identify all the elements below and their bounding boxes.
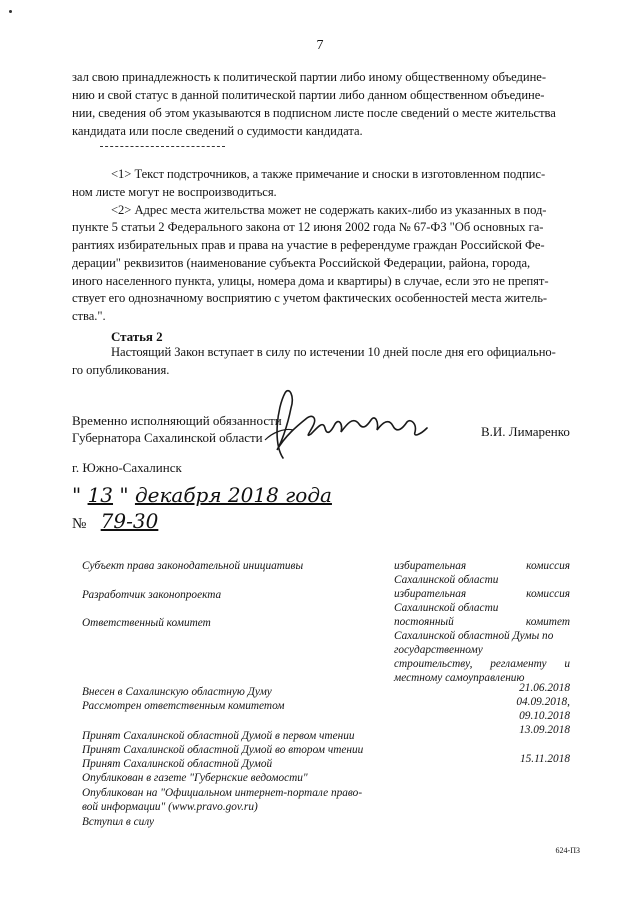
initiative-value: Сахалинской области <box>394 574 499 586</box>
value-word: регламенту <box>490 658 547 670</box>
signatory-role: Временно исполняющий обязанности <box>72 413 282 428</box>
signatory-name: В.И. Лимаренко <box>481 424 570 439</box>
handwritten-number <box>72 509 158 533</box>
published-portal-label: вой информации" (www.pravo.gov.ru) <box>82 801 258 813</box>
developer-label: Разработчик законопроекта <box>82 589 222 601</box>
effective-label: Вступил в силу <box>82 816 155 828</box>
value-word: комиссия <box>526 560 570 572</box>
footnote-line: <1> Текст подстрочников, а также примечание и сноски в изготовленном подпис- <box>111 167 546 181</box>
date-open-quote: " <box>72 483 82 507</box>
reviewed-date: 04.09.2018, <box>516 696 570 708</box>
body-line: кандидата или после сведений о судимости кандидата. <box>72 124 363 138</box>
committee-label: Ответственный комитет <box>82 617 211 629</box>
first-reading-date: 13.09.2018 <box>519 724 570 736</box>
footnote-line: пункте 5 статьи 2 Федерального закона от 12 июня 2002 года № 67-ФЗ "Об основных га- <box>72 220 544 234</box>
footnote-line: <2> Адрес места жительства может не содержать каких-либо из указанных в под- <box>111 203 547 217</box>
document-code: 624-ПЗ <box>555 846 580 855</box>
footnote-line: рантиях избирательных прав и права на участие в референдуме граждан Российской Фе- <box>72 238 545 252</box>
committee-value: местному самоуправлению <box>394 672 525 684</box>
committee-value: Сахалинской областной Думы по <box>394 630 554 642</box>
body-line: зал свою принадлежность к политической партии либо иному общественному объедине- <box>72 70 546 84</box>
law-number: 79-30 <box>100 509 159 533</box>
committee-value <box>394 616 570 628</box>
first-reading-label: Принят Сахалинской областной Думой в первом чтении <box>82 730 355 742</box>
introduced-label: Внесен в Сахалинскую областную Думу <box>82 686 272 698</box>
number-sign: № <box>72 516 87 532</box>
value-word: комитет <box>525 616 570 628</box>
body-line: нию и свой статус в данной политической партии либо данном общественном объедине- <box>72 88 545 102</box>
page-number: 7 <box>316 38 324 53</box>
place-of-signing: г. Южно-Сахалинск <box>72 460 182 475</box>
developer-value <box>394 588 570 600</box>
adopted-date: 15.11.2018 <box>520 753 570 765</box>
reviewed-date: 09.10.2018 <box>519 710 570 722</box>
article-heading: Статья 2 <box>111 329 163 344</box>
published-newspaper-label: Опубликован в газете "Губернские ведомости" <box>82 772 308 784</box>
footnote-line: иного населенного пункта, улицы, номера дома и квартиры) в случае, если это не препят- <box>72 274 549 288</box>
article-line: Настоящий Закон вступает в силу по истечении 10 дней после дня его официально- <box>111 345 556 359</box>
footnote-separator <box>100 146 225 147</box>
value-word: избирательная <box>394 588 467 600</box>
handwritten-date <box>72 483 332 507</box>
value-word: строительству, <box>394 658 473 670</box>
committee-value <box>394 658 570 670</box>
scan-dot <box>9 10 12 13</box>
value-word: комиссия <box>526 588 570 600</box>
signatory-role: Губернатора Сахалинской области <box>72 430 263 445</box>
handwritten-signature <box>255 388 435 463</box>
committee-value: государственному <box>394 644 483 656</box>
initiative-label: Субъект права законодательной инициативы <box>82 560 304 572</box>
value-word: и <box>564 658 570 670</box>
value-word: избирательная <box>394 560 467 572</box>
value-word: постоянный <box>394 616 454 628</box>
footnote-line: ном листе могут не воспроизводиться. <box>72 185 277 199</box>
footnote-line: ства.". <box>72 309 106 323</box>
published-portal-label: Опубликован на "Официальном интернет-портале право- <box>82 787 363 799</box>
footnote-line: дерации" реквизитов (наименование субъекта Российской Федерации, района, города, <box>72 256 531 270</box>
developer-value: Сахалинской области <box>394 602 499 614</box>
introduced-date: 21.06.2018 <box>519 682 570 694</box>
date-rest: декабря 2018 года <box>134 483 332 507</box>
initiative-value <box>394 560 570 572</box>
date-day: 13 <box>87 483 114 507</box>
body-line: нии, сведения об этом указываются в подписном листе после сведений о месте жительства <box>72 106 556 120</box>
date-close-quote: " <box>119 483 129 507</box>
article-line: го опубликования. <box>72 363 170 377</box>
second-reading-label: Принят Сахалинской областной Думой во втором чтении <box>82 744 364 756</box>
footnote-line: ствует его однозначному восприятию с учетом фактических особенностей места житель- <box>72 291 548 305</box>
reviewed-label: Рассмотрен ответственным комитетом <box>82 700 285 712</box>
adopted-label: Принят Сахалинской областной Думой <box>82 758 273 770</box>
